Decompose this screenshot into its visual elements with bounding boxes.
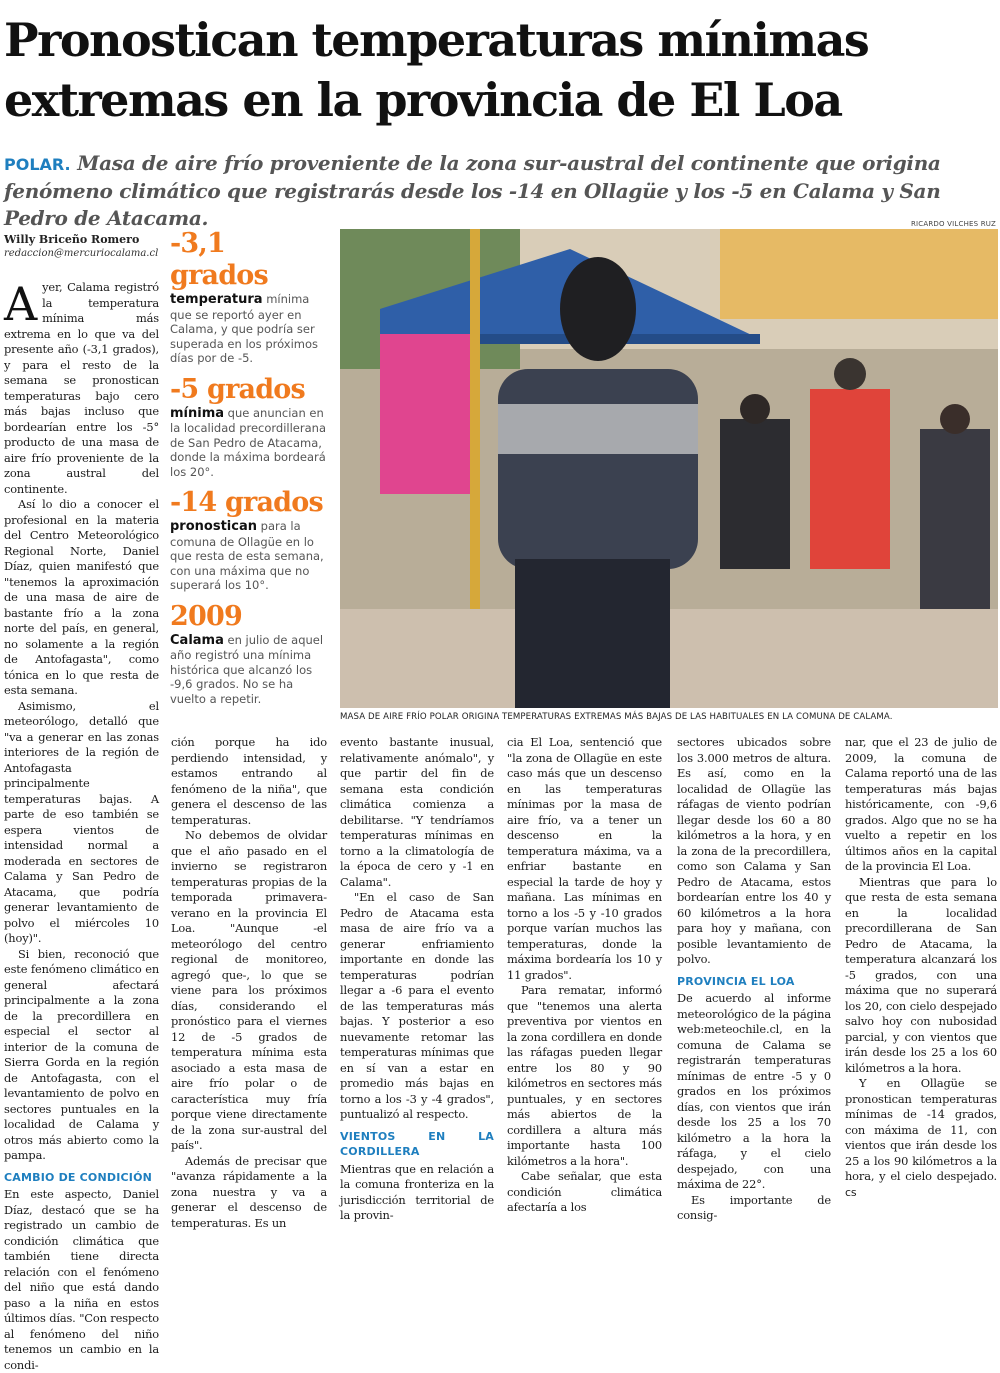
paragraph: De acuerdo al informe meteorológico de la página web:meteochile.cl, en la comuna de Calama se registrarán temperaturas mínimas de entre -5 y 0 grados en los próximos días, con vientos que irán desde los 25 a los 70 kilómetro a la hora la ráfaga, y el cielo despejado, con una máxima de 22°. — [677, 991, 831, 1191]
stat-value: -3,1 grados — [170, 228, 268, 291]
paragraph: Asimismo, el meteorólogo, detalló que "va a generar en las zonas interiores de la región de Antofagasta principalmente temperaturas bajas. A parte de eso también se espera vientos de intensidad normal a moderada en sectores de Calama y San Pedro de Atacama, que podría generar levantamiento de polvo el miércoles 10 (hoy)". — [4, 698, 159, 945]
article-photo — [340, 229, 998, 708]
stat-description: en julio de aquel año registró una mínima histórica que alcanzó los -9,6 grados. No se ha vuelto a repetir. — [170, 632, 324, 706]
paragraph: En este aspecto, Daniel Díaz, destacó que se ha registrado un cambio de condición climática que también tiene directa relación con el fenómeno del niño que está dando paso a la niña en estos últimos días. "Con respecto al fenómeno del niño tenemos un cambio en la condi- — [4, 1187, 159, 1372]
paragraph: Es importante de consig- — [677, 1192, 831, 1222]
stats-sidebar — [170, 228, 330, 714]
paragraph: evento bastante inusual, relativamente anómalo", y que partir del fin de semana esta condición climática comienza a debilitarse. "Y tendríamos temperaturas mínimas en torno a la climatología de la época de cero y -1 en Calama". — [340, 735, 494, 889]
author-name: Willy Briceño Romero — [4, 233, 140, 246]
paragraph: nar, que el 23 de julio de 2009, la comuna de Calama reportó una de las temperaturas más bajas históricamente, con -9,6 grados. Algo que no se ha vuelto a repetir en los últimos años en la capital de la provincia El Loa. — [845, 735, 997, 873]
stat-value: 2009 — [170, 600, 242, 632]
photo-credit: RICARDO VILCHES RUZ — [910, 220, 996, 228]
column-4 — [507, 735, 662, 1216]
photo-caption: MASA DE AIRE FRÍO POLAR ORIGINA TEMPERATURAS EXTREMAS MÁS BAJAS DE LAS HABITUALES EN LA COMUNA DE CALAMA. — [340, 712, 893, 722]
headline-line-2: extremas en la provincia de El Loa — [4, 73, 842, 127]
paragraph: Si bien, reconoció que este fenómeno climático en general afectará principalmente a la zona de la precordillera en especial el sector al interior de la comuna de Sierra Gorda en la región de Antofagasta, con el levantamiento de polvo en sectores puntuales en la localidad de Calama y otros más abierto como la pampa. — [4, 946, 159, 1162]
stat-block — [170, 228, 330, 366]
paragraph: Así lo dio a conocer el profesional en la materia del Centro Meteorológico Regional Norte, Daniel Díaz, quien manifestó que "tenemos la aproximación de una masa de aire de bastante frío a la zona norte del país, en general, no solamente a la región de Antofagasta", como tónica en lo que resta de esta semana. — [4, 497, 159, 697]
photo-illustration — [340, 229, 998, 708]
headline — [4, 10, 994, 130]
lead-tag: POLAR. — [4, 155, 71, 174]
column-6 — [845, 735, 997, 1200]
lead-paragraph — [4, 150, 996, 232]
paragraph: Mientras que en relación a la comuna fronteriza en la jurisdicción territorial de la provin- — [340, 1161, 494, 1222]
subhead-cambio: CAMBIO DE CONDICIÓN — [4, 1170, 153, 1184]
author-email: redaccion@mercuriocalama.cl — [4, 248, 159, 259]
subhead-provincia: PROVINCIA EL LOA — [677, 974, 795, 988]
stat-description: mínima que se reportó ayer en Calama, y que podría ser superada en los próximos días por de -5. — [170, 292, 319, 365]
column-1 — [4, 277, 159, 1373]
paragraph: "En el caso de San Pedro de Atacama esta masa de aire frío va a generar enfriamiento importante en donde las temperaturas podrían llegar a -6 para el evento de las temperaturas más bajas. Y posterior a eso nuevamente retomar las temperaturas mínimas que en sí van a estar en promedio más bajas en torno a los -3 y -4 grados", puntualizó al respecto. — [340, 890, 494, 1121]
subhead-vientos: VIENTOS EN LA CORDILLERA — [340, 1129, 494, 1158]
drop-cap: A — [4, 277, 38, 331]
stat-description: para la comuna de Ollagüe en lo que resta de esta semana, con una máxima que no superará los 10°. — [170, 519, 324, 592]
paragraph: Para rematar, informó que "tenemos una alerta preventiva por vientos en la zona cordillera en donde las ráfagas pueden llegar entre los 80 y 90 kilómetros en sectores más puntuales, y en sectores más abiertos de la cordillera a altura más importante hasta 100 kilómetros a la hora". — [507, 983, 662, 1168]
stat-value: -14 grados — [170, 487, 323, 518]
paragraph: Cabe señalar, que esta condición climática afectaría a los — [507, 1169, 662, 1214]
column-5 — [677, 735, 831, 1224]
headline-line-1: Pronostican temperaturas mínimas — [4, 13, 869, 67]
stat-block — [170, 601, 330, 707]
stat-block — [170, 374, 330, 480]
stat-keyword: temperatura — [170, 292, 263, 307]
stat-keyword: mínima — [170, 405, 225, 421]
paragraph: Y en Ollagüe se pronostican temperaturas mínimas de -14 grados, con máxima de 11, con vientos que irán desde los 25 a los 90 kilómetros a la hora, y el cielo despejado. cs — [845, 1076, 997, 1199]
paragraph: Además de precisar que "avanza rápidamente a la zona nuestra y va a generar el descenso de temperaturas. Es un — [171, 1153, 327, 1230]
paragraph: Ayer, Calama registró la temperatura mínima más extrema en lo que va del presente año (-3,1 grados), y para el resto de la semana se pronostican temperaturas bajo cero más bajas incluso que bordearían entre los -5° producto de una masa de aire frío proveniente de la zona austral del continente. — [4, 277, 159, 496]
column-2 — [171, 735, 327, 1231]
end-mark: cs — [845, 1185, 857, 1199]
stat-keyword: Calama — [170, 632, 224, 648]
byline — [4, 233, 159, 259]
paragraph: sectores ubicados sobre los 3.000 metros de altura. Es así, como en la localidad de Ollagüe las ráfagas de viento podrían llegar desde los 60 a 80 kilómetros a la hora, y en la zona de la precordillera, como son Calama y San Pedro de Atacama, estos bordearían entre los 40 y 60 kilómetros a la hora para hoy y mañana, con posible levantamiento de polvo. — [677, 735, 831, 966]
stat-block — [170, 487, 330, 593]
stat-value: -5 grados — [170, 373, 305, 405]
column-3 — [340, 735, 494, 1224]
paragraph: ción porque ha ido perdiendo intensidad, y estamos entrando al fenómeno de la niña", que genera el descenso de las temperaturas. — [171, 735, 327, 827]
paragraph: cia El Loa, sentenció que "la zona de Ollagüe en este caso más que un descenso en las temperaturas mínimas por la masa de aire frío, va a tener un descenso en la temperatura máxima, va a enfriar bastante en especial la tarde de hoy y mañana. Las mínimas en torno a los -5 y -10 grados porque varían muchos las temperaturas, donde la máxima bordearía los 10 y 11 grados". — [507, 735, 662, 982]
paragraph: No debemos de olvidar que el año pasado en el invierno se registraron temperaturas propias de la temporada primavera-verano en la provincia El Loa. "Aunque -el meteorólogo del centro regional de monitoreo, agregó que-, lo que se viene para los próximos días, considerando el pronóstico para el viernes 12 de -5 grados de temperatura mínima esta asociado a esta masa de aire frío polar o de característica muy fría porque viene directamente de la zona sur-austral del país". — [171, 828, 327, 1152]
stat-description: que anuncian en la localidad precordillerana de San Pedro de Atacama, donde la máxima bordeará los 20°. — [170, 405, 326, 479]
stat-keyword: pronostican — [170, 519, 257, 534]
paragraph: Mientras que para lo que resta de esta semana en la localidad precordillerana de San Pedro de Atacama, la temperatura alcanzará los -5 grados, con una máxima que no superará los 20, con cielo despejado salvo hoy con nubosidad parcial, y con vientos que irán desde los 25 a los 60 kilómetros a la hora. — [845, 874, 997, 1075]
lead-text: Masa de aire frío proveniente de la zona sur-austral del continente que origina fenómeno climático que registrarás desde los -14 en Ollagüe y los -5 en Calama y San Pedro de Atacama. — [4, 151, 941, 230]
